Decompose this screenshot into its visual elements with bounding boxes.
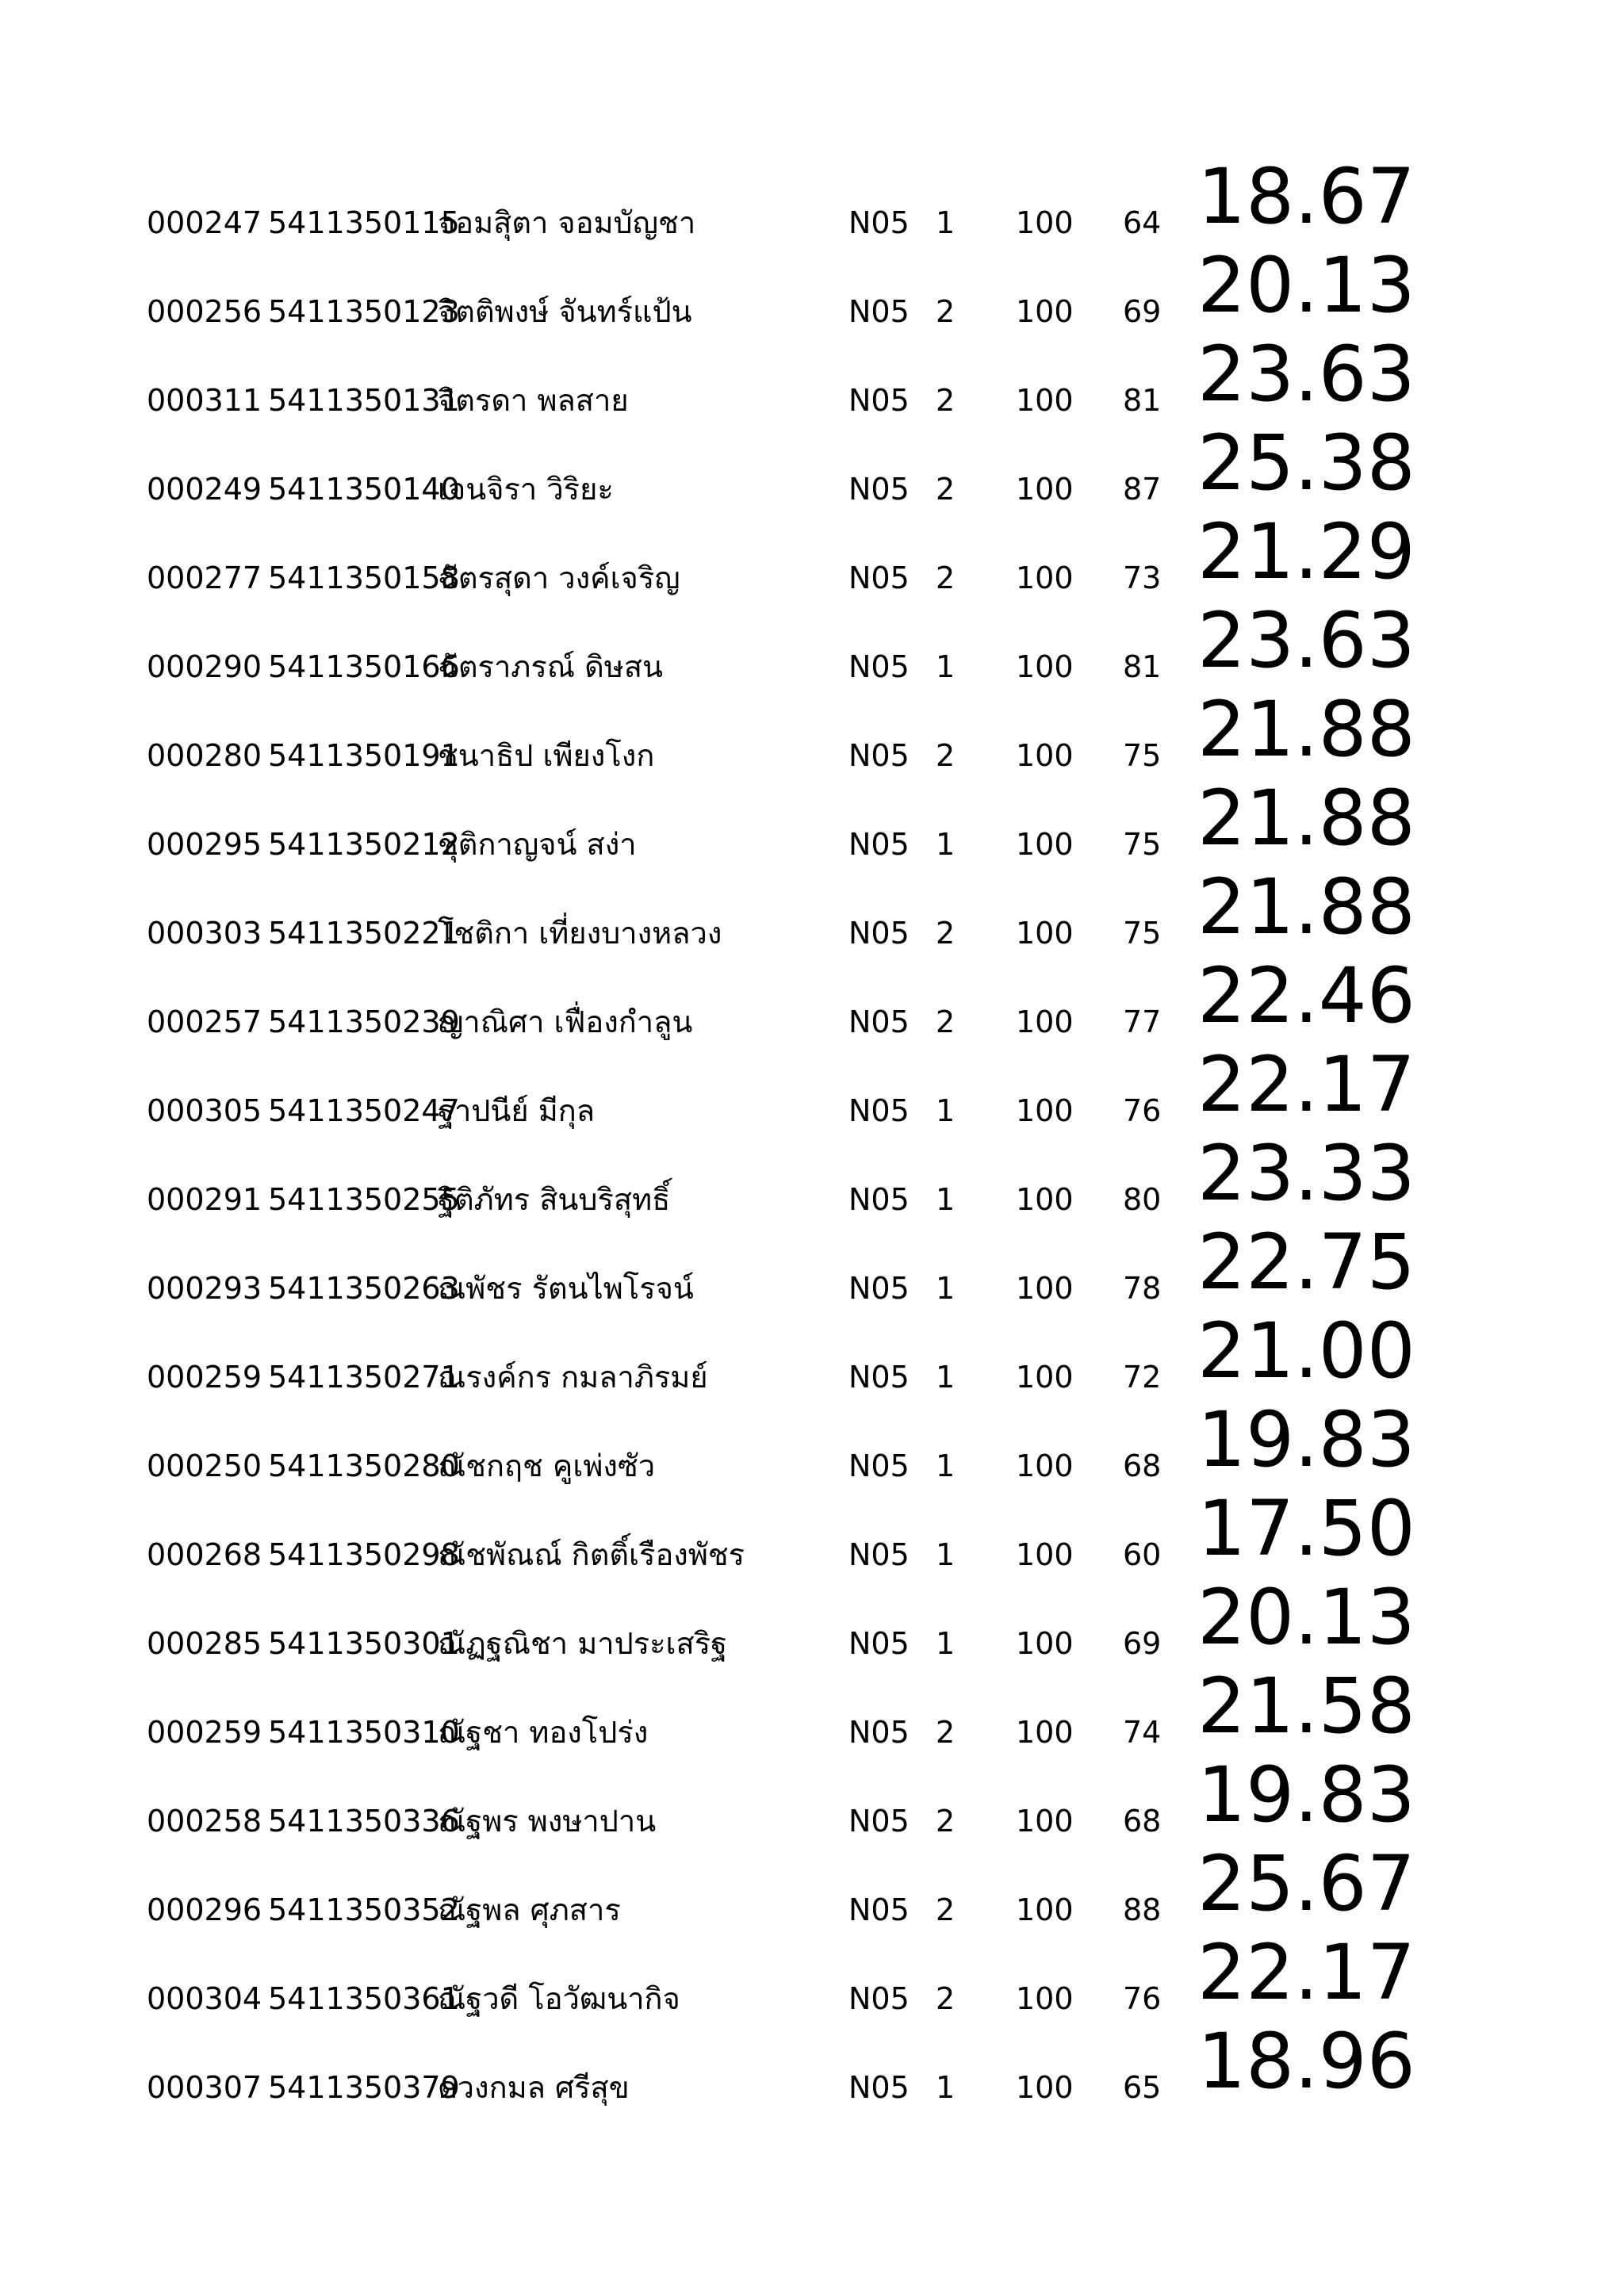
weighted-score: 17.50 — [1197, 1484, 1415, 1573]
student-id: 5411350115 — [268, 205, 460, 240]
group-number: 1 — [936, 1271, 956, 1306]
table-row — [0, 1484, 1624, 1579]
group-number: 1 — [936, 205, 956, 240]
student-id: 5411350271 — [268, 1360, 460, 1395]
raw-score: 69 — [1123, 1626, 1162, 1661]
raw-score: 77 — [1123, 1004, 1162, 1039]
raw-score: 72 — [1123, 1360, 1162, 1395]
table-row — [0, 1662, 1624, 1757]
student-name: โชติกา เที่ยงบางหลวง — [438, 916, 722, 951]
full-score: 100 — [1016, 1892, 1074, 1927]
table-row — [0, 152, 1624, 247]
student-id: 5411350298 — [268, 1537, 460, 1572]
student-id: 5411350191 — [268, 738, 460, 773]
full-score: 100 — [1016, 1271, 1074, 1306]
table-row — [0, 774, 1624, 869]
group-number: 1 — [936, 827, 956, 862]
student-name: เจนจิรา วิริยะ — [438, 472, 614, 507]
section-code: N05 — [848, 916, 910, 951]
weighted-score: 20.13 — [1197, 241, 1415, 330]
table-row — [0, 2017, 1624, 2112]
group-number: 1 — [936, 1093, 956, 1128]
student-name: จิตติพงษ์ จันทร์แป้น — [438, 294, 692, 329]
full-score: 100 — [1016, 383, 1074, 418]
section-code: N05 — [848, 472, 910, 507]
row-code: 000250 — [147, 1448, 262, 1483]
group-number: 2 — [936, 561, 956, 595]
full-score: 100 — [1016, 738, 1074, 773]
group-number: 2 — [936, 738, 956, 773]
student-name: ฐิติภัทร สินบริสุทธิ์ — [438, 1182, 671, 1217]
raw-score: 75 — [1123, 827, 1162, 862]
weighted-score: 21.88 — [1197, 863, 1415, 951]
table-row — [0, 685, 1624, 780]
row-code: 000293 — [147, 1271, 262, 1306]
full-score: 100 — [1016, 2070, 1074, 2105]
section-code: N05 — [848, 827, 910, 862]
weighted-score: 20.13 — [1197, 1573, 1415, 1662]
table-row — [0, 1129, 1624, 1224]
weighted-score: 23.63 — [1197, 596, 1415, 685]
section-code: N05 — [848, 1537, 910, 1572]
group-number: 2 — [936, 1804, 956, 1839]
full-score: 100 — [1016, 649, 1074, 684]
weighted-score: 21.58 — [1197, 1662, 1415, 1751]
row-code: 000257 — [147, 1004, 262, 1039]
student-id: 5411350131 — [268, 383, 460, 418]
group-number: 1 — [936, 649, 956, 684]
row-code: 000295 — [147, 827, 262, 862]
section-code: N05 — [848, 1626, 910, 1661]
raw-score: 81 — [1123, 649, 1162, 684]
student-id: 5411350212 — [268, 827, 460, 862]
table-row — [0, 419, 1624, 514]
full-score: 100 — [1016, 827, 1074, 862]
table-row — [0, 1573, 1624, 1668]
section-code: N05 — [848, 1182, 910, 1217]
student-id: 5411350361 — [268, 1981, 460, 2016]
weighted-score: 19.83 — [1197, 1751, 1415, 1839]
section-code: N05 — [848, 561, 910, 595]
student-name: ณัฏฐณิชา มาประเสริฐ — [438, 1626, 728, 1661]
section-code: N05 — [848, 2070, 910, 2105]
weighted-score: 21.88 — [1197, 685, 1415, 774]
section-code: N05 — [848, 294, 910, 329]
table-row — [0, 1218, 1624, 1313]
group-number: 2 — [936, 1892, 956, 1927]
section-code: N05 — [848, 1093, 910, 1128]
row-code: 000256 — [147, 294, 262, 329]
raw-score: 64 — [1123, 205, 1162, 240]
table-row — [0, 951, 1624, 1047]
student-name: ดวงกมล ศรีสุข — [438, 2070, 630, 2105]
student-id: 5411350280 — [268, 1448, 460, 1483]
section-code: N05 — [848, 1804, 910, 1839]
section-code: N05 — [848, 1004, 910, 1039]
student-name: จอมสุิตา จอมบัญชา — [438, 205, 696, 240]
row-code: 000305 — [147, 1093, 262, 1128]
student-name: ณัฐชา ทองโปร่ง — [438, 1715, 649, 1750]
weighted-score: 19.83 — [1197, 1395, 1415, 1484]
row-code: 000247 — [147, 205, 262, 240]
group-number: 2 — [936, 1981, 956, 2016]
full-score: 100 — [1016, 1004, 1074, 1039]
group-number: 2 — [936, 916, 956, 951]
weighted-score: 21.88 — [1197, 774, 1415, 863]
weighted-score: 21.29 — [1197, 507, 1415, 596]
group-number: 2 — [936, 1004, 956, 1039]
raw-score: 68 — [1123, 1804, 1162, 1839]
full-score: 100 — [1016, 1448, 1074, 1483]
student-id: 5411350123 — [268, 294, 460, 329]
raw-score: 73 — [1123, 561, 1162, 595]
full-score: 100 — [1016, 1360, 1074, 1395]
student-id: 5411350239 — [268, 1004, 460, 1039]
raw-score: 76 — [1123, 1981, 1162, 2016]
student-id: 5411350158 — [268, 561, 460, 595]
student-id: 5411350247 — [268, 1093, 460, 1128]
weighted-score: 22.17 — [1197, 1928, 1415, 2017]
table-row — [0, 1928, 1624, 2023]
student-name: ณัชพัณณ์ กิตติ์เรืองพัชร — [438, 1537, 745, 1572]
student-id: 5411350352 — [268, 1892, 460, 1927]
student-name: ณพัชร รัตนไพโรจน์ — [438, 1271, 694, 1306]
student-id: 5411350336 — [268, 1804, 460, 1839]
weighted-score: 22.17 — [1197, 1040, 1415, 1129]
group-number: 1 — [936, 2070, 956, 2105]
raw-score: 81 — [1123, 383, 1162, 418]
student-id: 5411350221 — [268, 916, 460, 951]
full-score: 100 — [1016, 1626, 1074, 1661]
table-row — [0, 1307, 1624, 1402]
row-code: 000277 — [147, 561, 262, 595]
section-code: N05 — [848, 1360, 910, 1395]
table-row — [0, 1751, 1624, 1846]
student-name: ญาณิศา เฟื่องกำลูน — [438, 1004, 693, 1039]
student-id: 5411350310 — [268, 1715, 460, 1750]
row-code: 000259 — [147, 1715, 262, 1750]
table-row — [0, 1839, 1624, 1934]
row-code: 000259 — [147, 1360, 262, 1395]
full-score: 100 — [1016, 205, 1074, 240]
section-code: N05 — [848, 649, 910, 684]
student-id: 5411350140 — [268, 472, 460, 507]
weighted-score: 21.00 — [1197, 1307, 1415, 1395]
group-number: 1 — [936, 1537, 956, 1572]
section-code: N05 — [848, 738, 910, 773]
row-code: 000303 — [147, 916, 262, 951]
student-id: 5411350166 — [268, 649, 460, 684]
raw-score: 87 — [1123, 472, 1162, 507]
full-score: 100 — [1016, 1804, 1074, 1839]
section-code: N05 — [848, 205, 910, 240]
full-score: 100 — [1016, 294, 1074, 329]
row-code: 000249 — [147, 472, 262, 507]
section-code: N05 — [848, 383, 910, 418]
raw-score: 75 — [1123, 738, 1162, 773]
student-name: ณรงค์กร กมลาภิรมย์ — [438, 1360, 708, 1395]
raw-score: 74 — [1123, 1715, 1162, 1750]
section-code: N05 — [848, 1271, 910, 1306]
group-number: 2 — [936, 1715, 956, 1750]
student-name: ณัฐวดี โอวัฒนากิจ — [438, 1981, 680, 2016]
student-id: 5411350263 — [268, 1271, 460, 1306]
raw-score: 80 — [1123, 1182, 1162, 1217]
weighted-score: 23.63 — [1197, 330, 1415, 419]
student-name: ฉัตรสุดา วงค์เจริญ — [438, 561, 680, 595]
weighted-score: 18.96 — [1197, 2017, 1415, 2106]
row-code: 000296 — [147, 1892, 262, 1927]
row-code: 000290 — [147, 649, 262, 684]
group-number: 1 — [936, 1360, 956, 1395]
row-code: 000311 — [147, 383, 262, 418]
student-name: ณัฐพร พงษาปาน — [438, 1804, 657, 1839]
group-number: 2 — [936, 472, 956, 507]
row-code: 000304 — [147, 1981, 262, 2016]
table-row — [0, 1040, 1624, 1135]
row-code: 000307 — [147, 2070, 262, 2105]
weighted-score: 25.38 — [1197, 419, 1415, 507]
student-id: 5411350255 — [268, 1182, 460, 1217]
student-name: ณัชกฤช คูเพ่งซัว — [438, 1448, 656, 1483]
raw-score: 88 — [1123, 1892, 1162, 1927]
raw-score: 65 — [1123, 2070, 1162, 2105]
group-number: 1 — [936, 1448, 956, 1483]
full-score: 100 — [1016, 1182, 1074, 1217]
raw-score: 69 — [1123, 294, 1162, 329]
row-code: 000291 — [147, 1182, 262, 1217]
row-code: 000280 — [147, 738, 262, 773]
student-name: ฉัตราภรณ์ ดิษสน — [438, 649, 663, 684]
table-row — [0, 241, 1624, 336]
section-code: N05 — [848, 1981, 910, 2016]
table-row — [0, 863, 1624, 958]
student-id: 5411350379 — [268, 2070, 460, 2105]
full-score: 100 — [1016, 1537, 1074, 1572]
full-score: 100 — [1016, 472, 1074, 507]
row-code: 000268 — [147, 1537, 262, 1572]
full-score: 100 — [1016, 1981, 1074, 2016]
weighted-score: 23.33 — [1197, 1129, 1415, 1218]
student-name: ชุติกาญจน์ สง่า — [438, 827, 637, 862]
student-name: จิตรดา พลสาย — [438, 383, 629, 418]
row-code: 000285 — [147, 1626, 262, 1661]
raw-score: 76 — [1123, 1093, 1162, 1128]
row-code: 000258 — [147, 1804, 262, 1839]
full-score: 100 — [1016, 1715, 1074, 1750]
raw-score: 68 — [1123, 1448, 1162, 1483]
student-name: ณัฐพล ศุภสาร — [438, 1892, 621, 1927]
section-code: N05 — [848, 1715, 910, 1750]
table-row — [0, 507, 1624, 603]
section-code: N05 — [848, 1892, 910, 1927]
group-number: 2 — [936, 294, 956, 329]
full-score: 100 — [1016, 561, 1074, 595]
full-score: 100 — [1016, 916, 1074, 951]
table-row — [0, 330, 1624, 425]
weighted-score: 22.46 — [1197, 951, 1415, 1040]
weighted-score: 18.67 — [1197, 152, 1415, 241]
raw-score: 75 — [1123, 916, 1162, 951]
raw-score: 60 — [1123, 1537, 1162, 1572]
full-score: 100 — [1016, 1093, 1074, 1128]
raw-score: 78 — [1123, 1271, 1162, 1306]
student-name: ฐาปนีย์ มีกุล — [438, 1093, 596, 1128]
student-id: 5411350301 — [268, 1626, 460, 1661]
group-number: 1 — [936, 1182, 956, 1217]
section-code: N05 — [848, 1448, 910, 1483]
table-row — [0, 1395, 1624, 1490]
group-number: 2 — [936, 383, 956, 418]
group-number: 1 — [936, 1626, 956, 1661]
table-row — [0, 596, 1624, 691]
weighted-score: 22.75 — [1197, 1218, 1415, 1307]
weighted-score: 25.67 — [1197, 1839, 1415, 1928]
student-name: ชนาธิป เพียงโงก — [438, 738, 655, 773]
